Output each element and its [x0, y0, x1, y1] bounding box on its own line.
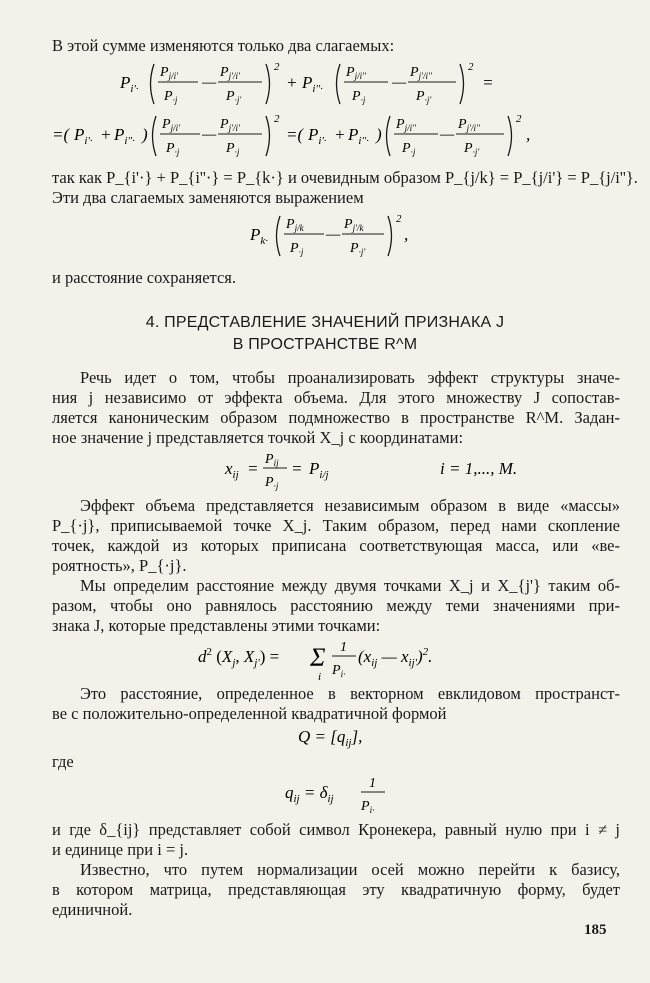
formula-4	[225, 448, 545, 499]
intro-text: В этой сумме изменяются только два слагаемых:	[52, 36, 395, 55]
svg-text:+: +	[334, 125, 346, 144]
svg-text:P·j: $P_{\cdot j}$	[166, 141, 180, 157]
svg-text:Pj/k: $P_{j/k}$	[286, 217, 304, 233]
svg-text:—: —	[440, 126, 455, 143]
svg-text:Pj'/i': $P_{j'/i'}$	[220, 65, 240, 81]
formula-5	[198, 636, 478, 689]
svg-text:2: 2	[274, 113, 280, 125]
svg-text:): )	[376, 125, 382, 144]
para4-line-2: разом, чтобы оно равнялось расстоянию между теми значениями при-	[52, 596, 620, 615]
svg-text:Pi'·: $P_{i'\cdot}$	[120, 73, 139, 95]
svg-text:Pj'/i'': $P_{j'/i''}$	[458, 117, 480, 133]
para4-line-1: Мы определим расстояние между двумя точками X_j и X_{j'} таким об-	[80, 576, 620, 595]
svg-text:1: 1	[340, 640, 347, 655]
svg-text:qij = δij: $q_{ij} = \delta_{ij}$	[285, 783, 334, 805]
para3-line-3: точек, каждой из которых приписана соответствующая масса, или «ве-	[52, 536, 620, 555]
svg-text:P·j: $P_{\cdot j}$	[164, 89, 178, 105]
svg-text:Pi''·: $P_{i''\cdot}$	[114, 125, 135, 147]
svg-text:=: =	[247, 459, 259, 478]
svg-text:2: 2	[396, 213, 402, 225]
svg-text:Pi·: $P_{i\cdot}$	[361, 799, 375, 815]
svg-text:P·j: $P_{\cdot j}$	[290, 241, 304, 257]
svg-text:P·j: $P_{\cdot j}$	[226, 141, 240, 157]
para1-line-1: так как P_{i'·} + P_{i''·} = P_{k·} и очевидным образом P_{j/k} = P_{j/i'} = P_{j/i''}.	[52, 168, 638, 187]
svg-text:+: +	[286, 73, 298, 92]
svg-text:2: 2	[274, 61, 280, 73]
svg-text:i: i	[318, 671, 322, 683]
svg-text:,: ,	[404, 225, 409, 244]
section-heading-line-1: 4. ПРЕДСТАВЛЕНИЕ ЗНАЧЕНИЙ ПРИЗНАКА J	[145, 314, 505, 331]
svg-text:P·j': $P_{\cdot j'}$	[226, 89, 242, 105]
svg-text:(xij — xij')2.: ($x_{ij}$ — $x_{ij'})^2$.	[358, 646, 433, 669]
svg-text:Pi'·: $P_{i'\cdot}$	[308, 125, 327, 147]
formula-7	[285, 772, 395, 825]
para6-line-2: и единице при i = j.	[52, 840, 189, 859]
svg-text:Pj'/k: $P_{j'/k}$	[344, 217, 364, 233]
svg-text:): )	[142, 125, 148, 144]
svg-text:Pj'/i'': $P_{j'/i''}$	[410, 65, 432, 81]
svg-text:1: 1	[369, 776, 376, 791]
svg-text:=: =	[482, 73, 494, 92]
svg-text:xij: $x_{ij}$	[225, 459, 239, 481]
svg-text:P·j': $P_{\cdot j'}$	[464, 141, 480, 157]
svg-text:Pj/i'': $P_{j/i''}$	[396, 117, 416, 133]
svg-text:—: —	[202, 126, 217, 143]
svg-text:—: —	[392, 74, 407, 91]
svg-text:,: ,	[526, 125, 531, 144]
where-word: где	[52, 752, 74, 771]
para4-line-3: знака J, которые представлены этими точками:	[52, 616, 381, 635]
para7-line-3: единичной.	[52, 900, 133, 919]
svg-text:Pk·: $P_{k\cdot}$	[250, 225, 269, 247]
para7-line-1: Известно, что путем нормализации осей можно перейти к базису,	[80, 860, 620, 879]
para7-line-2: в котором матрица, представляющая эту квадратичную форму, будет	[52, 880, 620, 899]
svg-text:=(: =(	[52, 125, 70, 144]
svg-text:P·j: $P_{\cdot j}$	[352, 89, 366, 105]
para2-line-1: Речь идет о том, чтобы проанализировать эффект структуры значе-	[80, 368, 620, 387]
svg-text:2: 2	[516, 113, 522, 125]
para2-line-3: ляется каноническим образом подмножество в пространстве R^M. Задан-	[52, 408, 620, 427]
para3-line-1: Эффект объема представляется независимым образом в виде «массы»	[80, 496, 620, 515]
svg-text:i = 1,..., M.: i = 1,..., M.	[440, 459, 518, 478]
para2-line-2: ния j независимо от эффекта объема. Для этого множеству J сопостав-	[52, 388, 620, 407]
svg-text:—: —	[326, 226, 341, 243]
para5-line-1: Это расстояние, определенное в векторном евклидовом пространст-	[80, 684, 620, 703]
svg-text:Pi''·: $P_{i''\cdot}$	[348, 125, 369, 147]
svg-text:=(: =(	[286, 125, 304, 144]
para5-line-2: ве с положительно-определенной квадратичной формой	[52, 704, 447, 723]
para1-end: и расстояние сохраняется.	[52, 268, 236, 287]
svg-text:P·j': $P_{\cdot j'}$	[416, 89, 432, 105]
para1-line-2: Эти два слагаемых заменяются выражением	[52, 188, 364, 207]
para2-line-4: ное значение j представляется точкой X_j с координатами:	[52, 428, 464, 447]
formula-1	[120, 58, 540, 115]
formula-2	[52, 110, 592, 167]
section-heading-line-2: В ПРОСТРАНСТВЕ R^M	[232, 336, 418, 353]
svg-text:Pj/i'': $P_{j/i''}$	[346, 65, 366, 81]
svg-text:d2 (Xj, Xj') =: $d^2$ ($X_j$, $X_{j'}$) =	[198, 646, 280, 669]
svg-text:P·j: $P_{\cdot j}$	[402, 141, 416, 157]
svg-text:P·j': $P_{\cdot j'}$	[350, 241, 366, 257]
para6-line-1: и где δ_{ij} представляет собой символ Кронекера, равный нулю при i ≠ j	[52, 820, 620, 839]
svg-text:Pi·: $P_{i\cdot}$	[332, 663, 346, 679]
svg-text:Q = [qij],: $Q = [q_{ij}]$,	[298, 727, 363, 749]
formula-3	[250, 210, 430, 267]
svg-text:+: +	[100, 125, 112, 144]
svg-text:Pj'/i': $P_{j'/i'}$	[220, 117, 240, 133]
svg-text:Pj/i': $P_{j/i'}$	[162, 117, 180, 133]
svg-text:Pi'·: $P_{i'\cdot}$	[74, 125, 93, 147]
svg-text:Pj/i': $P_{j/i'}$	[160, 65, 178, 81]
para3-line-2: P_{·j}, приписываемой точке X_j. Таким образом, перед нами скопление	[52, 516, 620, 535]
para3-line-4: роятность», P_{·j}.	[52, 556, 187, 575]
svg-text:2: 2	[468, 61, 474, 73]
svg-text:Pij: $P_{ij}$	[265, 452, 279, 468]
svg-text:—: —	[202, 74, 217, 91]
svg-text:=: =	[291, 459, 303, 478]
svg-text:Pi/j: $P_{i/j}$	[309, 459, 329, 481]
page-number: 185	[584, 922, 607, 938]
svg-text:P·j: $P_{\cdot j}$	[265, 475, 279, 491]
svg-text:Σ: Σ	[310, 643, 326, 672]
svg-text:Pi''·: $P_{i''\cdot}$	[302, 73, 323, 95]
